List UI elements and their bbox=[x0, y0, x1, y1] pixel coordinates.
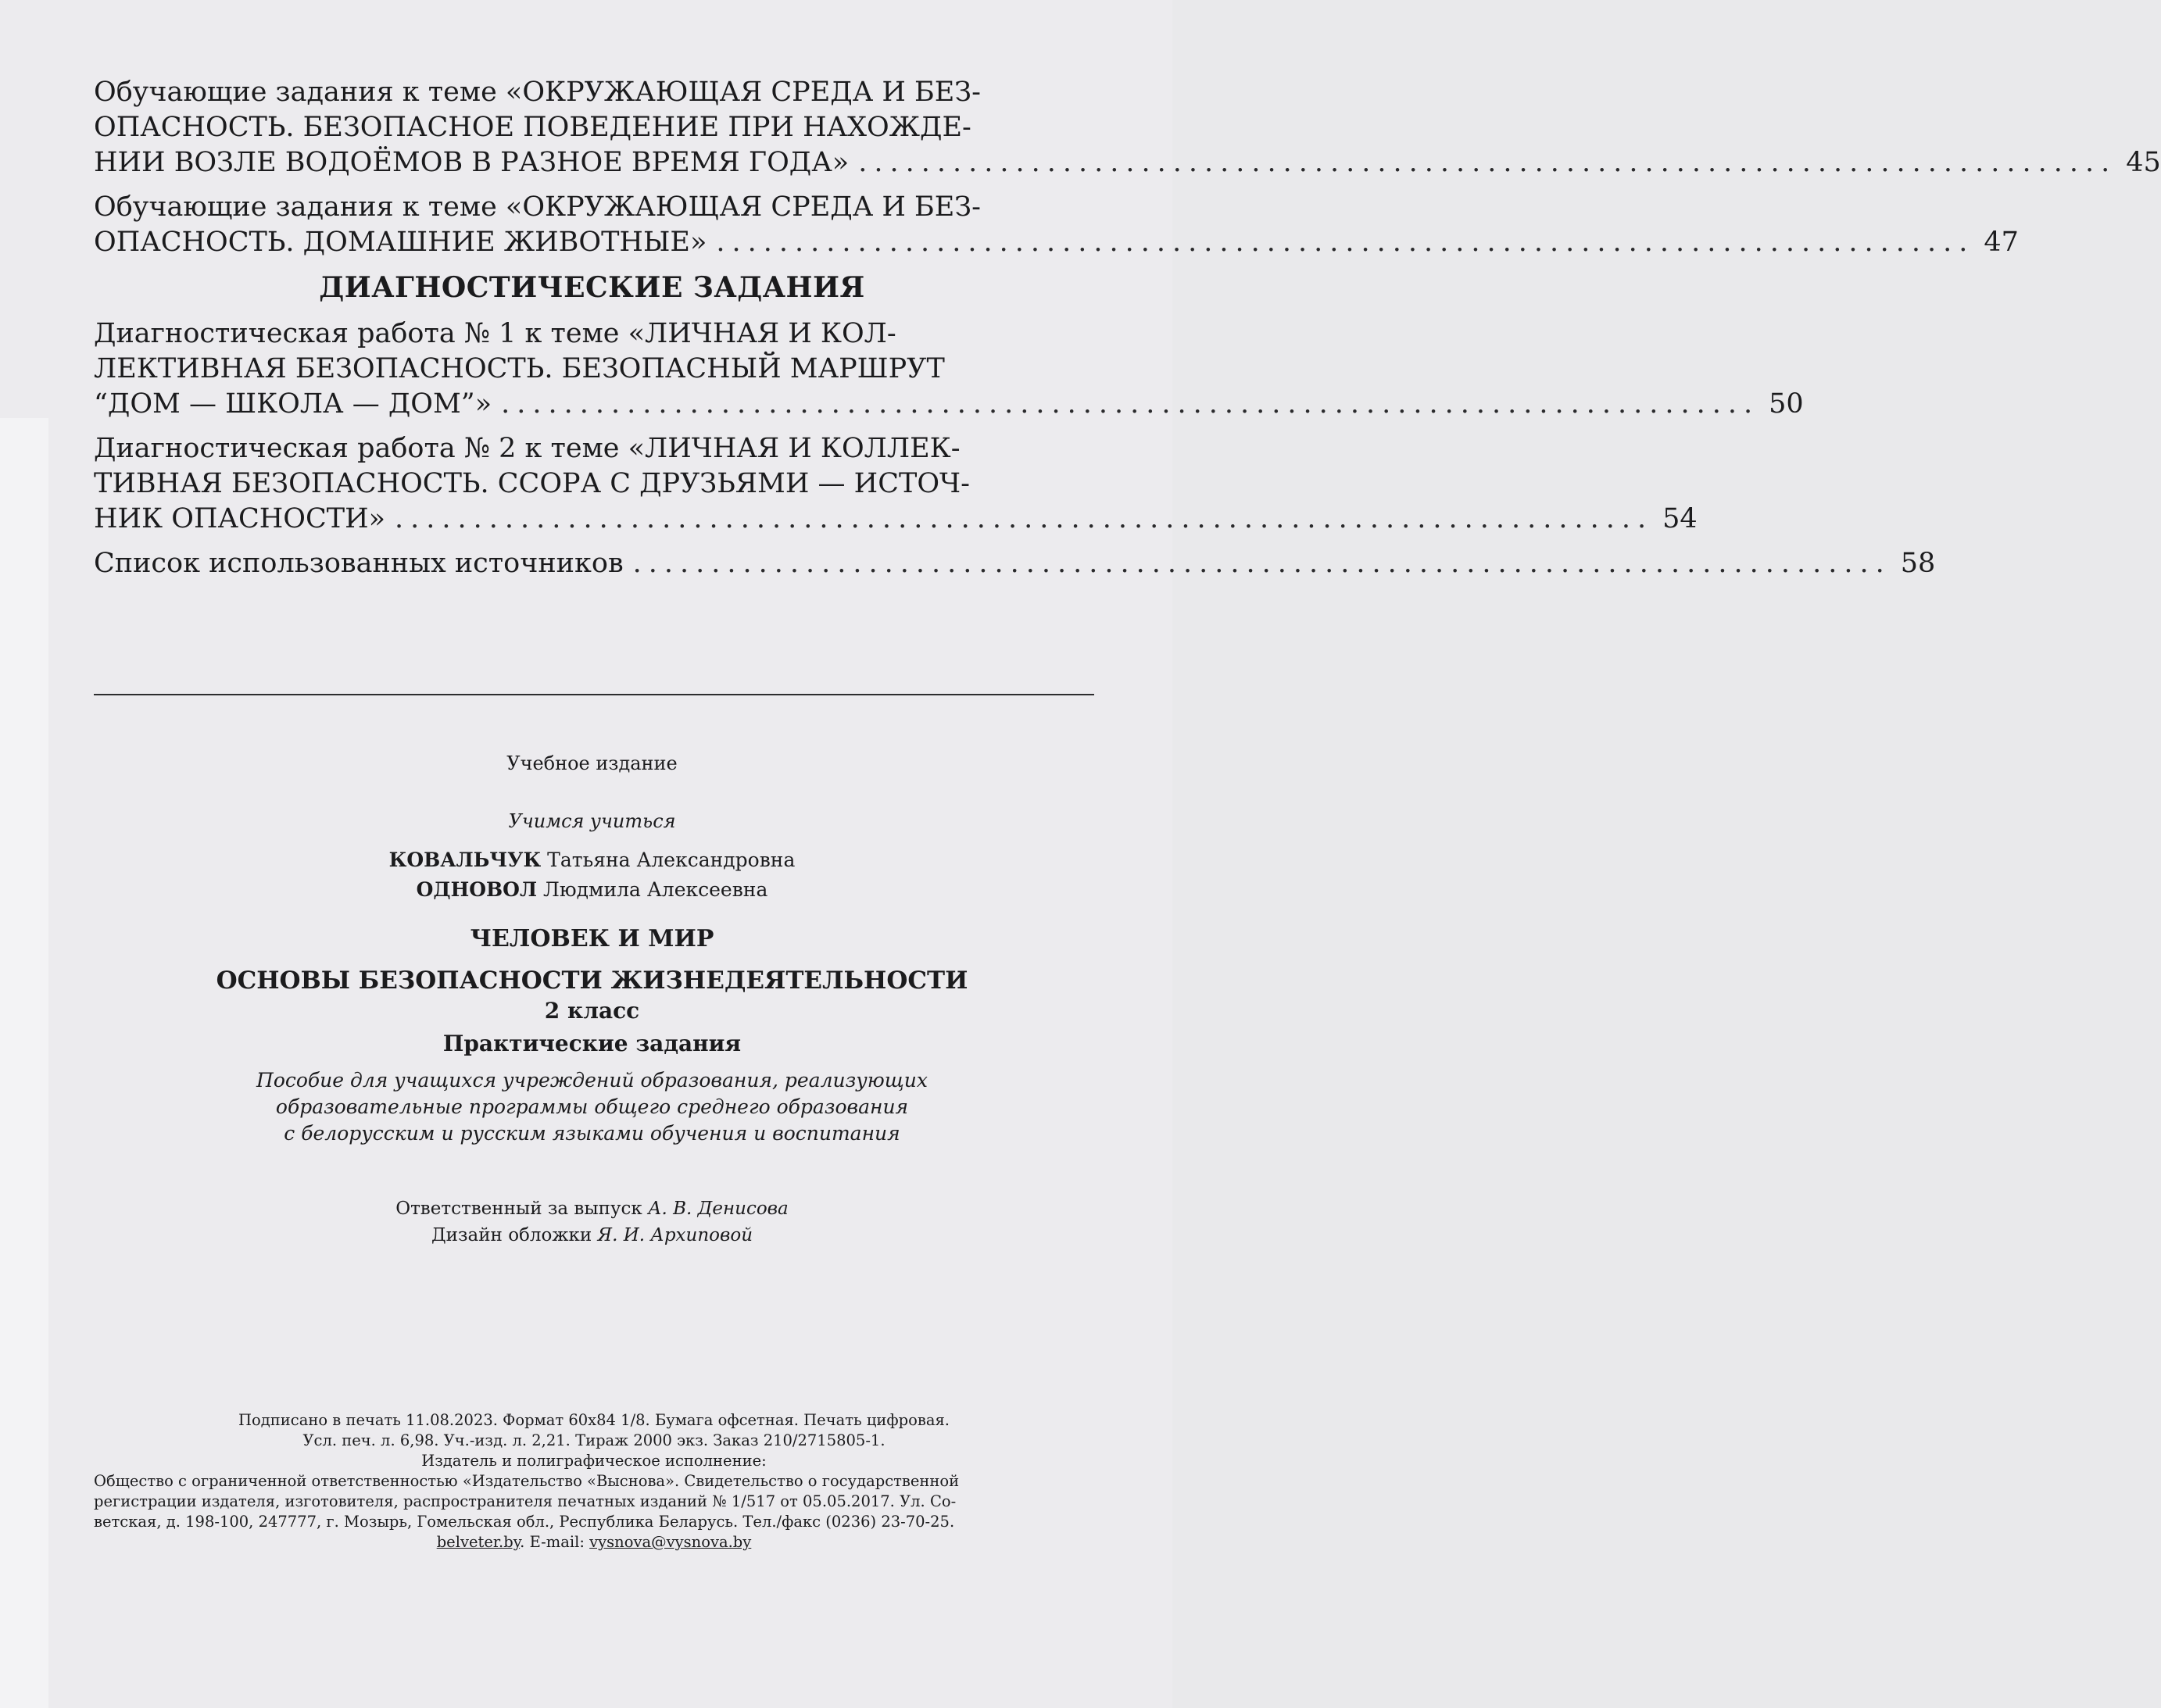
cover-credit bbox=[94, 1222, 1090, 1249]
toc-entry-line: ТИВНАЯ БЕЗОПАСНОСТЬ. ССОРА С ДРУЗЬЯМИ — ИСТОЧ- bbox=[94, 468, 970, 499]
purpose-line: образовательные программы общего среднего образования bbox=[275, 1095, 909, 1118]
toc-entry-line: Обучающие задания к теме «ОКРУЖАЮЩАЯ СРЕДА И БЕЗ- bbox=[94, 191, 981, 223]
toc-entry-text: ОПАСНОСТЬ. ДОМАШНИЕ ЖИВОТНЫЕ» bbox=[94, 227, 707, 258]
credits bbox=[94, 1195, 1090, 1249]
responsible-credit bbox=[94, 1195, 1090, 1222]
responsible-name: А. В. Денисова bbox=[648, 1199, 789, 1219]
toc-leader-dots: ................................................................................ bbox=[501, 388, 1760, 420]
toc-section-heading: ДИАГНОСТИЧЕСКИЕ ЗАДАНИЯ bbox=[319, 271, 865, 304]
colophon-line: ветская, д. 198-100, 247777, г. Мозырь, Гомельская обл., Республика Беларусь. Тел./факс (0236) 23-70-25. bbox=[94, 1513, 955, 1531]
colophon-line: Подписано в печать 11.08.2023. Формат 60x84 1/8. Бумага офсетная. Печать цифровая. bbox=[238, 1411, 950, 1429]
toc-entry-line: ЛЕКТИВНАЯ БЕЗОПАСНОСТЬ. БЕЗОПАСНЫЙ МАРШРУТ bbox=[94, 353, 945, 384]
cover-name: Я. И. Архиповой bbox=[597, 1225, 753, 1245]
book-title: ЧЕЛОВЕК И МИР bbox=[470, 925, 714, 952]
colophon-line: Усл. печ. л. 6,98. Уч.-изд. л. 2,21. Тираж 2000 экз. Заказ 210/2715805-1. bbox=[302, 1431, 886, 1449]
toc-entry-text: НИИ ВОЗЛЕ ВОДОЁМОВ В РАЗНОЕ ВРЕМЯ ГОДА» bbox=[94, 147, 850, 178]
toc-entry-line: ОПАСНОСТЬ. БЕЗОПАСНОЕ ПОВЕДЕНИЕ ПРИ НАХОЖДЕ- bbox=[94, 112, 971, 143]
section-divider bbox=[94, 694, 1094, 695]
toc-page-number: 47 bbox=[1984, 227, 2019, 258]
author-2 bbox=[94, 875, 1090, 905]
toc-entry-text: НИК ОПАСНОСТИ» bbox=[94, 503, 386, 534]
toc-entry-line: Обучающие задания к теме «ОКРУЖАЮЩАЯ СРЕДА И БЕЗ- bbox=[94, 77, 981, 108]
author-1-surname: КОВАЛЬЧУК bbox=[388, 849, 542, 871]
toc-entry bbox=[94, 431, 1698, 537]
toc-entry-line: Диагностическая работа № 1 к теме «ЛИЧНАЯ И КОЛ- bbox=[94, 318, 896, 349]
book-grade: 2 класс bbox=[544, 998, 640, 1024]
toc-entry bbox=[94, 75, 2161, 180]
email-label: E-mail: bbox=[529, 1533, 585, 1551]
author-1-name: Татьяна Александровна bbox=[547, 849, 796, 871]
email-link[interactable]: vysnova@vysnova.by bbox=[589, 1533, 752, 1551]
colophon bbox=[94, 1410, 1094, 1553]
toc-entry-text: Список использованных источников bbox=[94, 548, 624, 579]
book-type: Практические задания bbox=[442, 1031, 742, 1056]
toc-leader-dots: ................................................................................ bbox=[858, 147, 2117, 178]
author-1 bbox=[94, 845, 1090, 875]
toc-entry-last-line bbox=[94, 225, 2019, 260]
toc-leader-dots: ................................................................................ bbox=[632, 548, 1891, 579]
purpose-line: с белорусским и русским языками обучения и воспитания bbox=[284, 1122, 900, 1145]
toc-entry-last-line bbox=[94, 502, 1698, 537]
toc-entry bbox=[94, 190, 2019, 260]
table-of-contents bbox=[94, 75, 2161, 591]
author-2-name: Людмила Алексеевна bbox=[543, 878, 768, 901]
toc-page-number: 50 bbox=[1769, 388, 1804, 420]
toc-entry bbox=[94, 316, 1804, 422]
purpose-line: Пособие для учащихся учреждений образования, реализующих bbox=[256, 1069, 928, 1092]
responsible-label: Ответственный за выпуск bbox=[395, 1199, 642, 1219]
contacts-separator: . bbox=[520, 1533, 530, 1551]
toc-leader-dots: ................................................................................ bbox=[395, 503, 1654, 534]
toc-entry-last-line bbox=[94, 145, 2161, 180]
colophon-line: Издатель и полиграфическое исполнение: bbox=[421, 1452, 767, 1470]
series-title: Учимся учиться bbox=[508, 810, 676, 832]
imprint-block bbox=[94, 750, 1090, 1249]
colophon-line: Общество с ограниченной ответственностью «Издательство «Выснова». Свидетельство о государственной bbox=[94, 1472, 960, 1490]
toc-bottom-entries bbox=[94, 316, 1936, 581]
cover-label: Дизайн обложки bbox=[431, 1225, 592, 1245]
toc-entry-last-line bbox=[94, 546, 1936, 581]
toc-leader-dots: ................................................................................ bbox=[716, 227, 1975, 258]
contacts-line bbox=[94, 1532, 1094, 1553]
toc-page-number: 58 bbox=[1900, 548, 1936, 579]
toc-top-entries bbox=[94, 75, 2161, 260]
edition-type: Учебное издание bbox=[506, 752, 678, 774]
author-2-surname: ОДНОВОЛ bbox=[416, 878, 538, 901]
toc-entry-last-line bbox=[94, 387, 1804, 422]
website-link[interactable]: belveter.by bbox=[436, 1533, 521, 1551]
book-subtitle: ОСНОВЫ БЕЗОПАСНОСТИ ЖИЗНЕДЕЯТЕЛЬНОСТИ bbox=[216, 967, 968, 995]
purpose-text bbox=[94, 1067, 1090, 1147]
toc-page-number: 45 bbox=[2126, 147, 2161, 178]
toc-entry-line: Диагностическая работа № 2 к теме «ЛИЧНАЯ И КОЛЛЕК- bbox=[94, 433, 961, 464]
toc-entry-text: “ДОМ — ШКОЛА — ДОМ”» bbox=[94, 388, 492, 420]
toc-page-number: 54 bbox=[1662, 503, 1698, 534]
colophon-line: регистрации издателя, изготовителя, распространителя печатных изданий № 1/517 от 05.05.2017. Ул. Со- bbox=[94, 1492, 957, 1510]
toc-entry bbox=[94, 546, 1936, 581]
